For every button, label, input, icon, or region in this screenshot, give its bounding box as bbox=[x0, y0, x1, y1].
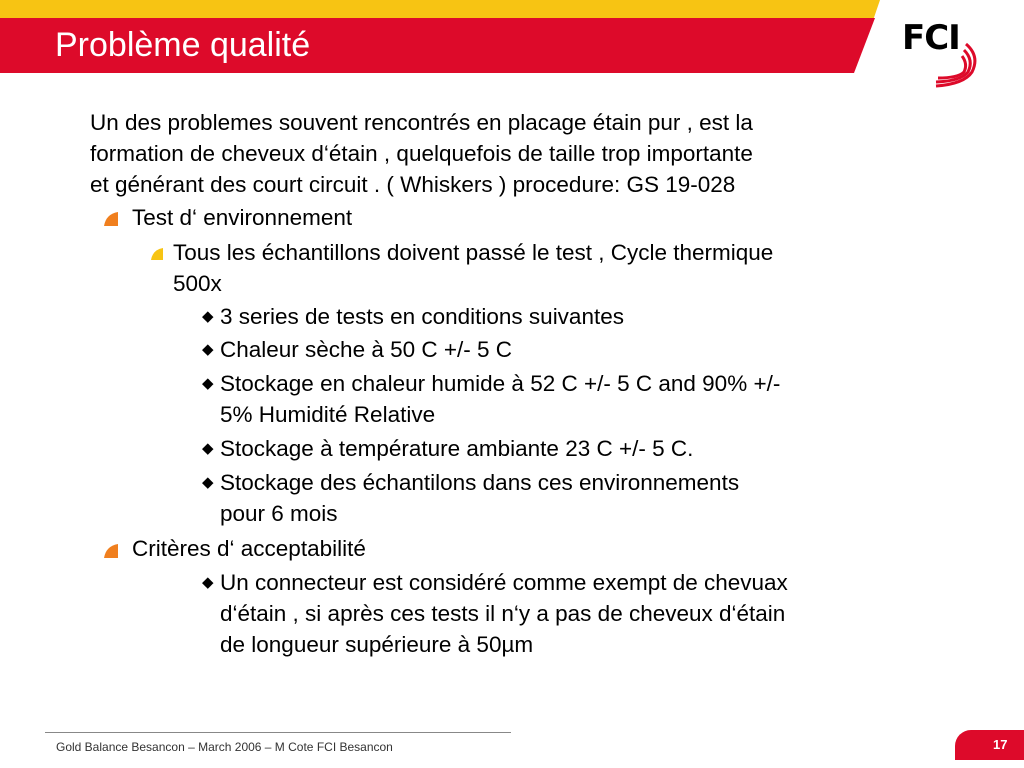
diamond-bullet-icon: ◆ bbox=[202, 440, 214, 457]
list-item-continuation: 500x bbox=[173, 271, 222, 296]
list-item: Chaleur sèche à 50 C +/- 5 C bbox=[220, 337, 513, 362]
list-item: Stockage à température ambiante 23 C +/- 5 C. bbox=[220, 436, 694, 461]
list-item: 3 series de tests en conditions suivantes bbox=[220, 304, 624, 329]
footer-text: Gold Balance Besancon – March 2006 – M Cote FCI Besancon bbox=[56, 740, 393, 754]
logo-text: FCI bbox=[902, 18, 960, 58]
list-item: Test d‘ environnement bbox=[132, 205, 353, 230]
list-item: Stockage des échantilons dans ces environnements bbox=[220, 470, 740, 495]
list-item: Stockage en chaleur humide à 52 C +/- 5 C and 90% +/- bbox=[220, 371, 781, 396]
orange-bullet-icon bbox=[104, 212, 118, 226]
list-item: Critères d‘ acceptabilité bbox=[132, 536, 366, 561]
page-number: 17 bbox=[993, 737, 1008, 752]
intro-line-1: Un des problemes souvent rencontrés en placage étain pur , est la bbox=[90, 110, 753, 135]
list-item-continuation: 5% Humidité Relative bbox=[220, 402, 436, 427]
list-item-continuation: d‘étain , si après ces tests il n‘y a pas de cheveux d‘étain bbox=[220, 601, 786, 626]
diamond-bullet-icon: ◆ bbox=[202, 474, 214, 491]
diamond-bullet-icon: ◆ bbox=[202, 341, 214, 358]
slide-title: Problème qualité bbox=[55, 26, 311, 64]
intro-line-2: formation de cheveux d‘étain , quelquefois de taille trop importante bbox=[90, 141, 753, 166]
list-item-continuation: de longueur supérieure à 50µm bbox=[220, 632, 534, 657]
diamond-bullet-icon: ◆ bbox=[202, 574, 214, 591]
diamond-bullet-icon: ◆ bbox=[202, 308, 214, 325]
list-item: Tous les échantillons doivent passé le test , Cycle thermique bbox=[173, 240, 774, 265]
page-number-badge bbox=[955, 730, 1024, 760]
orange-bullet-icon bbox=[151, 248, 163, 260]
intro-line-3: et générant des court circuit . ( Whiskers ) procedure: GS 19-028 bbox=[90, 172, 736, 197]
list-item: Un connecteur est considéré comme exempt de chevuax bbox=[220, 570, 788, 595]
diamond-bullet-icon: ◆ bbox=[202, 375, 214, 392]
list-item-continuation: pour 6 mois bbox=[220, 501, 338, 526]
orange-bullet-icon bbox=[104, 544, 118, 558]
footer-divider bbox=[45, 732, 511, 733]
